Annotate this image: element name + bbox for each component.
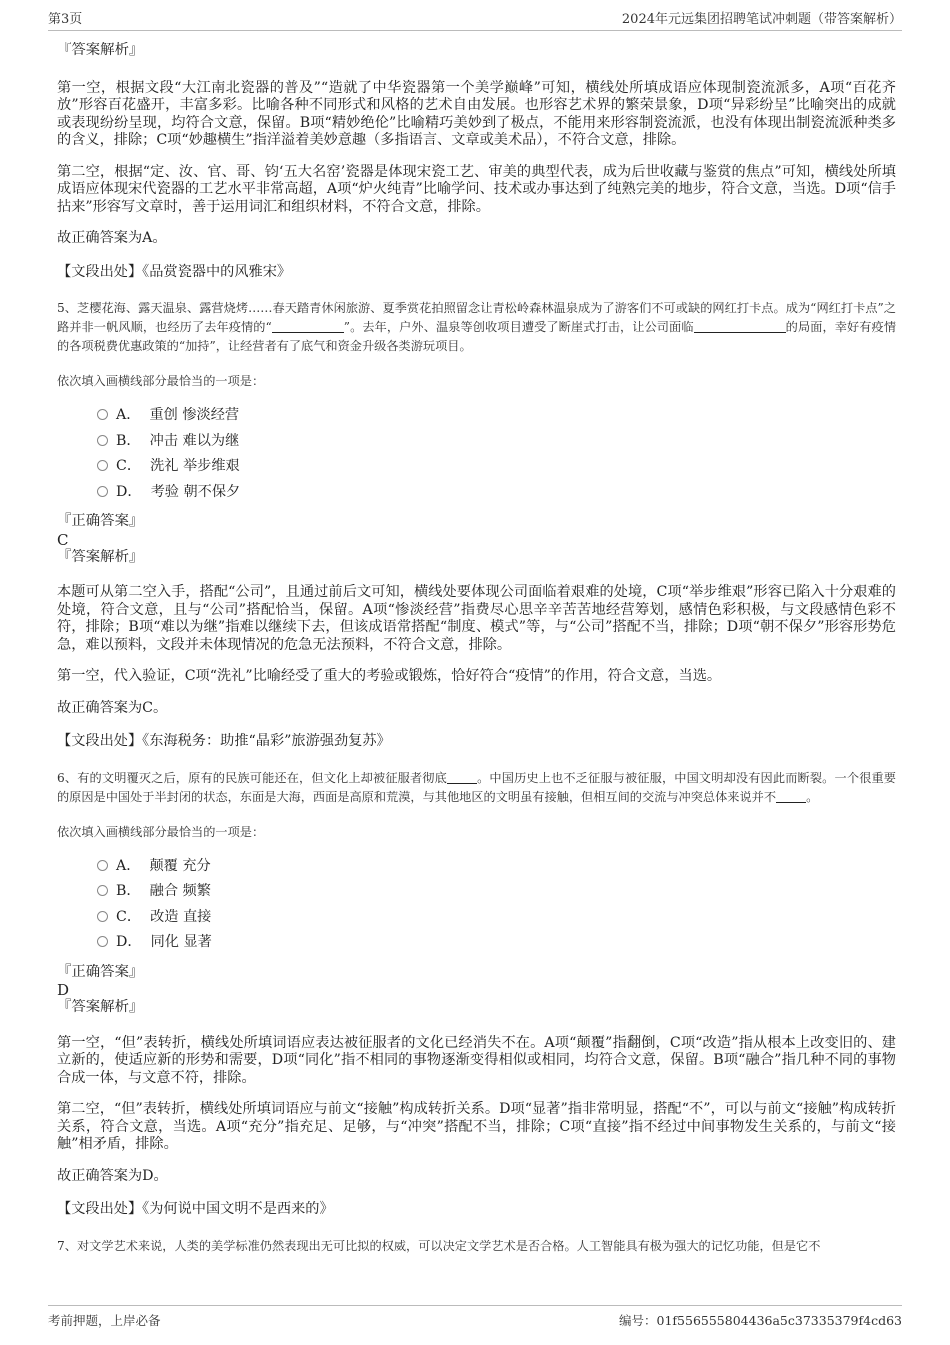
- q6-blank-1: [447, 770, 477, 784]
- q5-correct-answer: C: [57, 530, 69, 549]
- q6-option-a[interactable]: A． 颠覆 充分: [97, 854, 896, 880]
- radio-icon[interactable]: [97, 460, 108, 471]
- q5-blank-2: [694, 319, 786, 333]
- footer-divider: [48, 1305, 902, 1306]
- page-content: [57, 42, 896, 1290]
- radio-icon[interactable]: [97, 435, 108, 446]
- q6-source: 【文段出处】《为何说中国文明不是西来的》: [57, 1201, 334, 1217]
- q5-analysis-para1: 本题可从第二空入手，搭配“公司”，且通过前后文可知，横线处要体现公司面临着艰难的处境，C项“举步维艰”形容已陷入十分艰难的处境，符合文意，且与“公司”搭配恰当，保留。A项“惨淡经营”指费尽心思辛辛苦苦地经营筹划，感情色彩积极，与文段感情色彩不符，排除；B项“难以为继”指难以继续下去，但该成语常搭配“制度、模式”等，与“公司”搭配不当，排除；D项“朝不保夕”形容形势危急，难以预料，文段并未体现情况的危急无法预料，不符合文意，排除。: [57, 584, 896, 653]
- q6-stem: 6、有的文明覆灭之后，原有的民族可能还在，但文化上却被征服者彻底 。中国历史上也不乏征服与被征服，中国文明却没有因此而断裂。一个很重要的原因是中国处于半封闭的状态，东面是大海，西面是高原和荒漠，与其他地区的文明虽有接触，但相互间的交流与冲突总体来说并不 。: [57, 770, 896, 804]
- q6-analysis-para1: 第一空，“但”表转折，横线处所填词语应表达被征服者的文化已经消失不在。A项“颠覆”指翻倒，C项“改造”指从根本上改变旧的、建立新的，使适应新的形势和需要，D项“同化”指不相同的事物逐渐变得相似或相同，均符合文意，保留。B项“融合”指几种不同的事物合成一体，与文意不符，排除。: [57, 1034, 896, 1086]
- document-id: 编号：01f556555804436a5c37335379f4cd63: [619, 1313, 902, 1328]
- q7-stem: 7、对文学艺术来说，人类的美学标准仍然表现出无可比拟的权威，可以决定文学艺术是否合格。人工智能具有极为强大的记忆功能，但是它不: [57, 1238, 821, 1253]
- q4-analysis-para2: 第二空，根据“定、汝、官、哥、钧‘五大名窑’瓷器是体现宋瓷工艺、审美的典型代表，成为后世收藏与鉴赏的焦点”可知，横线处所填成语应体现宋代瓷器的工艺水平非常高超，A项“炉火纯青”比喻学问、技术或办事达到了纯熟完美的地步，符合文意，当选。D项“信手拈来”形容写文章时，善于运用词汇和组织材料，不符合文意，排除。: [57, 163, 896, 215]
- q5-conclusion: 故正确答案为C。: [57, 699, 168, 716]
- header-divider: [48, 30, 902, 31]
- q5-analysis-label: 『答案解析』: [57, 548, 144, 565]
- radio-icon[interactable]: [97, 911, 108, 922]
- q5-correct-label: 『正确答案』: [57, 513, 144, 529]
- radio-icon[interactable]: [97, 885, 108, 896]
- q5-stem: 5、芝樱花海、露天温泉、露营烧烤……春天踏青休闲旅游、夏季赏花拍照留念让青松岭森林温泉成为了游客们不可或缺的网红打卡点。成为“网红打卡点”之路并非一帆风顺，也经历了去年疫情的“ ”。去年，户外、温泉等创收项目遭受了断崖式打击，让公司面临 的局面，幸好有疫情的各项税费优惠政策的“加持”，让经营者有了底气和资金升级各类游玩项目。: [57, 301, 896, 353]
- q6-analysis-para2: 第二空，“但”表转折，横线处所填词语应与前文“接触”构成转折关系。D项“显著”指非常明显，搭配“不”，可以与前文“接触”构成转折关系，符合文意，当选。A项“充分”指充足、足够，与“冲突”搭配不当，排除；C项“直接”指不经过中间事物发生关系的，与前文“接触”相矛盾，排除。: [57, 1101, 896, 1152]
- q5-option-c[interactable]: C． 洗礼 举步维艰: [97, 454, 896, 480]
- q5-instruction: 依次填入画横线部分最恰当的一项是：: [57, 374, 265, 388]
- q5-analysis-para2: 第一空，代入验证，C项“洗礼”比喻经受了重大的考验或锻炼，恰好符合“疫情”的作用，符合文意，当选。: [57, 668, 722, 684]
- document-title: 2024年元远集团招聘笔试冲刺题（带答案解析）: [621, 12, 902, 27]
- q4-analysis-label: 『答案解析』: [57, 42, 144, 58]
- q5-options: [57, 403, 896, 505]
- q4-analysis-para1: 第一空，根据文段“大江南北瓷器的普及”“造就了中华瓷器第一个美学巅峰”可知，横线处所填成语应体现制瓷流派多，A项“百花齐放”形容百花盛开，丰富多彩。比喻各种不同形式和风格的艺术自由发展。也形容艺术界的繁荣景象，D项“异彩纷呈”比喻突出的成就或表现纷纷呈现，均符合文意，保留。B项“精妙绝伦”比喻精巧美妙到了极点，不能用来形容制瓷流派，也没有体现出制瓷流派种类多的含义，排除；C项“妙趣横生”指洋溢着美妙意趣（多指语言、文章或美术品），不符合文意，排除。: [57, 79, 896, 148]
- q5-option-a[interactable]: A． 重创 惨淡经营: [97, 403, 896, 429]
- q6-option-d[interactable]: D． 同化 显著: [97, 930, 896, 956]
- q6-option-b[interactable]: B． 融合 频繁: [97, 879, 896, 905]
- radio-icon[interactable]: [97, 936, 108, 947]
- q6-analysis-label: 『答案解析』: [57, 999, 144, 1015]
- radio-icon[interactable]: [97, 860, 108, 871]
- q4-conclusion: 故正确答案为A。: [57, 230, 167, 246]
- radio-icon[interactable]: [97, 486, 108, 497]
- radio-icon[interactable]: [97, 409, 108, 420]
- footer-slogan: 考前押题，上岸必备: [48, 1313, 161, 1328]
- page-number: 第3页: [48, 12, 83, 27]
- q6-conclusion: 故正确答案为D。: [57, 1167, 168, 1184]
- page-header: [48, 8, 902, 30]
- q6-correct-label: 『正确答案』: [57, 963, 144, 980]
- q6-blank-2: [776, 789, 806, 803]
- q5-source: 【文段出处】《东海税务：助推“晶彩”旅游强劲复苏》: [57, 733, 391, 749]
- q5-option-b[interactable]: B． 冲击 难以为继: [97, 429, 896, 455]
- q6-correct-answer: D: [57, 981, 70, 999]
- q5-blank-1: [272, 319, 344, 333]
- q4-source: 【文段出处】《品赏瓷器中的风雅宋》: [57, 263, 292, 280]
- q6-instruction: 依次填入画横线部分最恰当的一项是：: [57, 824, 265, 839]
- q5-option-d[interactable]: D． 考验 朝不保夕: [97, 480, 896, 506]
- q6-options: [57, 854, 896, 956]
- q6-option-c[interactable]: C． 改造 直接: [97, 905, 896, 931]
